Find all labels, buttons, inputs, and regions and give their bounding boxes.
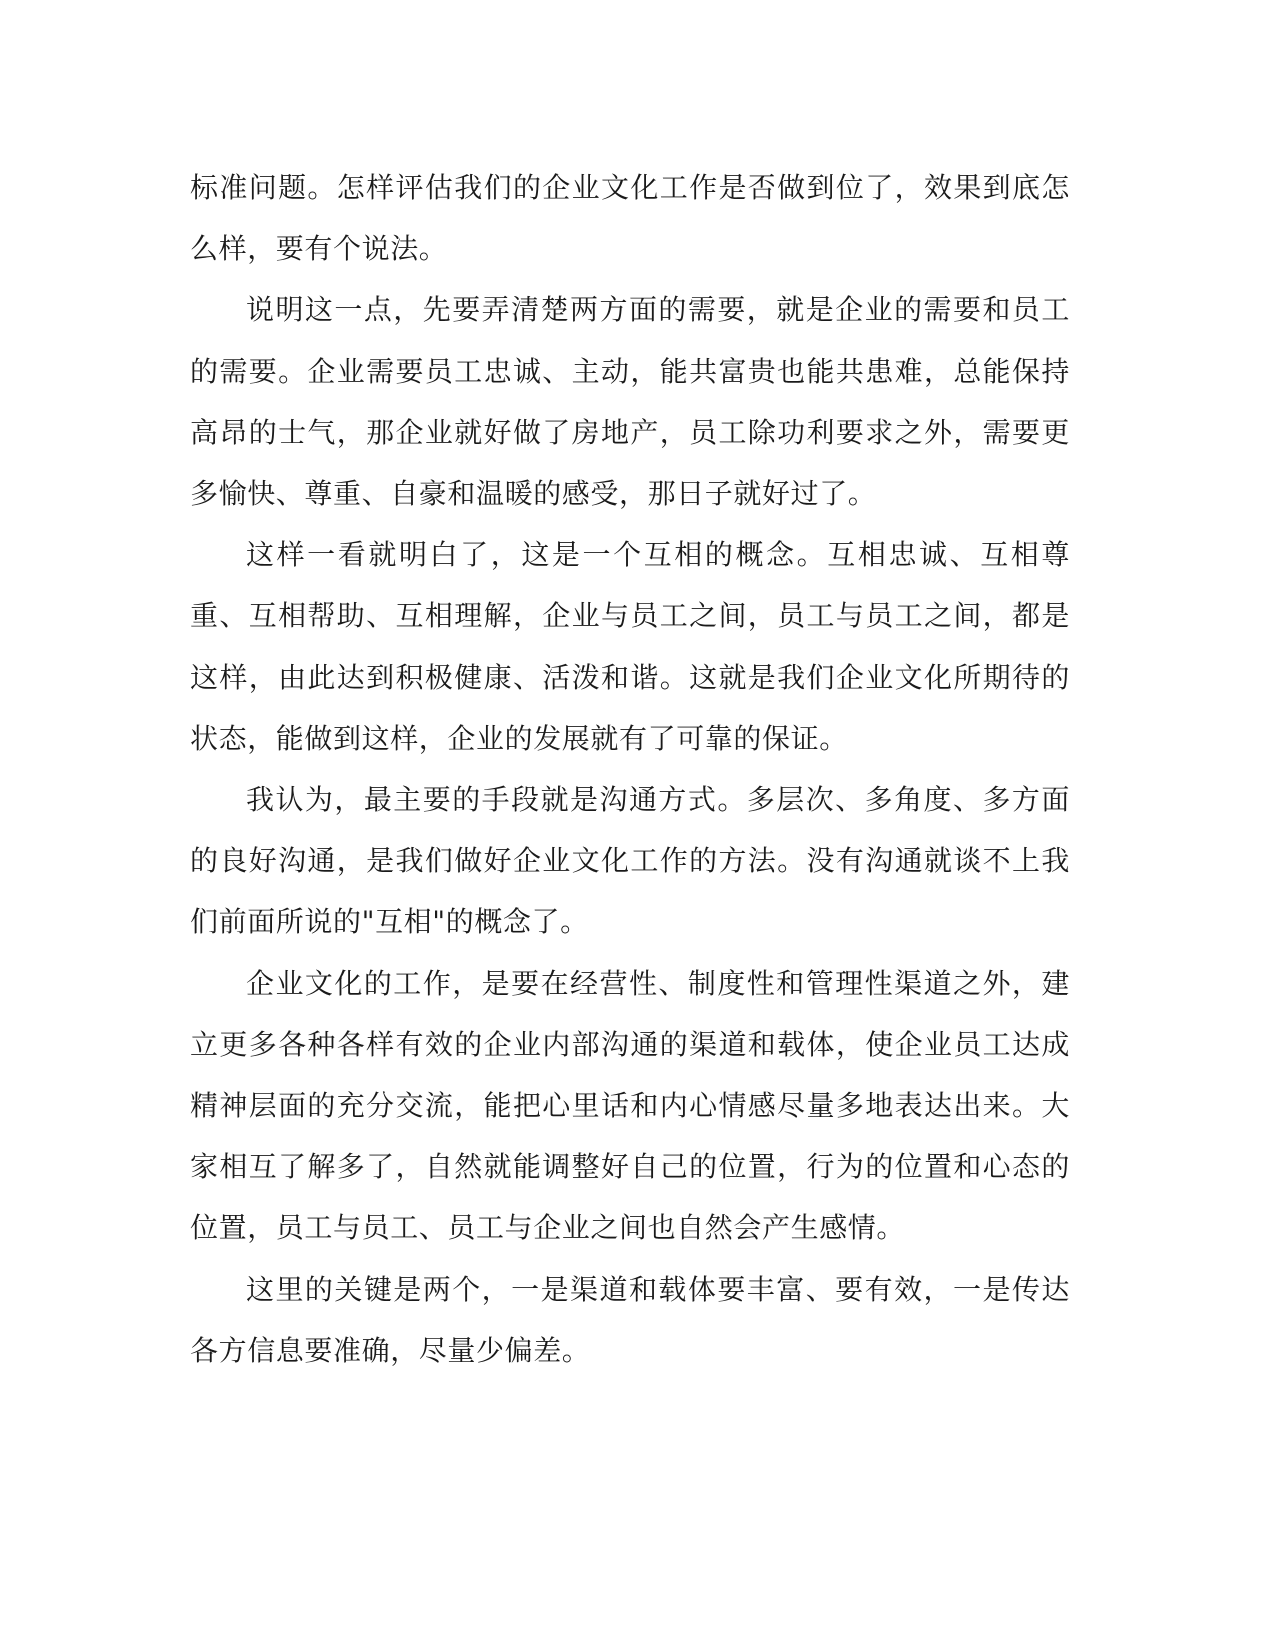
paragraph-2: 说明这一点，先要弄清楚两方面的需要，就是企业的需要和员工的需要。企业需要员工忠诚、主动，能共富贵也能共患难，总能保持高昂的士气，那企业就好做了房地产，员工除功利要求之外，需要更多愉快、尊重、自豪和温暖的感受，那日子就好过了。: [190, 293, 1070, 511]
paragraph-5: 企业文化的工作，是要在经营性、制度性和管理性渠道之外，建立更多各种各样有效的企业内部沟通的渠道和载体，使企业员工达成精神层面的充分交流，能把心里话和内心情感尽量多地表达出来。大家相互了解多了，自然就能调整好自己的位置，行为的位置和心态的位置，员工与员工、员工与企业之间也自然会产生感情。: [190, 966, 1070, 1245]
paragraph-4: 我认为，最主要的手段就是沟通方式。多层次、多角度、多方面的良好沟通，是我们做好企业文化工作的方法。没有沟通就谈不上我们前面所说的"互相"的概念了。: [190, 783, 1070, 939]
paragraph-1: 标准问题。怎样评估我们的企业文化工作是否做到位了，效果到底怎么样，要有个说法。: [190, 171, 1070, 266]
paragraph-3: 这样一看就明白了，这是一个互相的概念。互相忠诚、互相尊重、互相帮助、互相理解，企业与员工之间，员工与员工之间，都是这样，由此达到积极健康、活泼和谐。这就是我们企业文化所期待的状态，能做到这样，企业的发展就有了可靠的保证。: [190, 538, 1070, 755]
paragraph-6: 这里的关键是两个，一是渠道和载体要丰富、要有效，一是传达各方信息要准确，尽量少偏差。: [190, 1272, 1070, 1367]
document-body: [190, 157, 1070, 1381]
